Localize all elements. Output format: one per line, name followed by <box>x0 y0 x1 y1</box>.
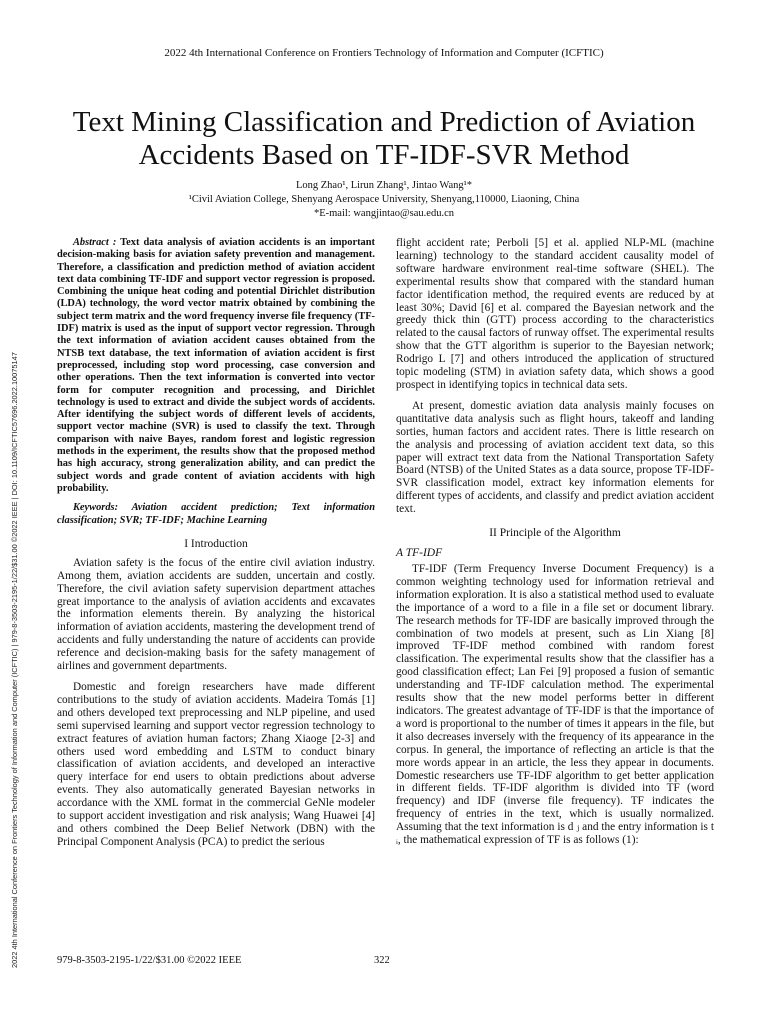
paper-title: Text Mining Classification and Prediction of Aviation Accidents Based on TF-IDF-SVR Method <box>72 106 696 171</box>
subsection-heading-tfidf: A TF-IDF <box>396 547 443 560</box>
author-list: Long Zhao¹, Lirun Zhang¹, Jintao Wang¹* <box>295 180 473 191</box>
right-column <box>396 237 714 855</box>
section-heading-principle: II Principle of the Algorithm <box>489 527 621 540</box>
intro-paragraph-continued: flight accident rate; Perboli [5] et al. applied NLP-ML (machine learning) technology to the standard accident causality model of software hardware environment real-time software (SHEL). The experimental results show that compared with the standard human factor identification method, the required events are reduced by at least 30%; David [6] et al. compared the Bayesian network and the greedy thick thin (GTT) process according to the characteristics related to the causal factors of runway offset. The experimental results show that the GTT algorithm is superior to the Bayesian network; Rodrigo L [7] and others introduced the application of structured topic modeling (STM) in aviation safety data, which shows a good prospect in identifying topics in technical data sets. <box>396 237 714 391</box>
side-identifier-strip: 2022 4th International Conference on Frontiers Technology of Information and Computer (ICFTIC) | 979-8-3503-2195-1/22/$31.00 ©2022 IEEE | DOI: 10.1109/ICFTIC57696.2022.10075147 <box>10 352 19 968</box>
page-number: 322 <box>374 955 390 966</box>
intro-paragraph-3: At present, domestic aviation data analysis mainly focuses on quantitative data analysis such as flight hours, takeoff and landing sorties, human factors and accident rates. There is little research on the analysis and processing of aviation accident text data, so this paper will extract text data from the National Transportation Safety Board (NTSB) of the United States as a data source, propose TF-IDF-SVR classification model, extract key information elements for different types of accidents, and classify and predict aviation accident text. <box>396 399 714 516</box>
author-affiliation: ¹Civil Aviation College, Shenyang Aerospace University, Shenyang,110000, Liaoning, China <box>188 194 580 205</box>
keywords: Keywords: Aviation accident prediction; Text information classification; SVR; TF-IDF; Machine Learning <box>57 502 375 526</box>
section-heading-introduction: I Introduction <box>184 537 248 550</box>
tfidf-paragraph: TF-IDF (Term Frequency Inverse Document Frequency) is a common weighting technology used for information retrieval and information exploration. It is also a statistical method used to evaluate the importance of a word to a file in a file set or document library. The research methods for TF-IDF are basically improved through the combination of two models at present, such as Lin Xiang [8] improved TF-IDF method combined with random forest classification. The experimental results show that the classifier has a good classification effect; Lan Fei [9] proposed a fusion of semantic understanding and TF-IDF calculation method. The experimental results show that the new model performs better in different indicators. The greatest advantage of TF-IDF is that the importance of a word is proportional to the number of times it appears in the file, but it also decreases inversely with the frequency of its appearance in the corpus. In general, the importance of reflecting an article is that the more words appear in an article, the less they appear in documents. Domestic researchers use TF-IDF algorithm to get better application in different fields. TF-IDF algorithm is divided into TF (word frequency) and IDF (inverse file frequency). TF indicates the frequency of entries in the text, which is usually normalized. Assuming that the text information is d ⱼ and the entry information is t ᵢ, the mathematical expression of TF is as follows (1): <box>396 563 714 847</box>
corresponding-email: *E-mail: wangjintao@sau.edu.cn <box>313 208 454 219</box>
abstract-lead: Abstract : <box>73 237 117 248</box>
conference-header: 2022 4th International Conference on Frontiers Technology of Information and Computer (ICFTIC) <box>164 47 604 59</box>
footer-copyright: 979-8-3503-2195-1/22/$31.00 ©2022 IEEE <box>57 955 242 966</box>
intro-paragraph-1: Aviation safety is the focus of the entire civil aviation industry. Among them, aviation accidents are sudden, uncertain and costly. Therefore, the civil aviation safety supervision department attaches great importance to the analysis of aviation accidents and excavates the information elements therein. By analyzing the historical information of aviation accidents, mastering the development trend of accidents and fully understanding the nature of accidents can provide reference and decision-making basis for the safety management of airlines and government departments. <box>57 556 375 673</box>
abstract <box>57 237 375 495</box>
intro-paragraph-2: Domestic and foreign researchers have made different contributions to the study of aviation accidents. Madeira Tomás [1] and others developed text preprocessing and NLP pipeline, and used semi supervised learning and support vector regression technology to extract features of aviation human factors; Zhang Xiaoge [2-3] and others used word embedding and LSTM to conduct binary classification of aviation accidents, and developed an interactive query interface for end users to obtain predictions about adverse events. They also automatically generated Bayesian networks in accordance with the XML format in the commercial GeNle modeler to support accident investigation and risk analysis; Wang Huawei [4] and others combined the Deep Belief Network (DBN) with the Principal Component Analysis (PCA) to predict the serious <box>57 680 375 848</box>
left-column <box>57 237 375 857</box>
abstract-text: Text data analysis of aviation accidents is an important decision-making basis for aviation safety prevention and management. Therefore, a classification and prediction method of aviation accident text data combining TF-IDF and support vector regression is proposed. Combining the unique heat coding and potential Dirichlet distribution (LDA) technology, the word vector matrix obtained by combining the subject term matrix and the word frequency inverse file frequency (TF-IDF) matrix is used as the input of support vector regression. Through the text information of aviation accident causes obtained from the NTSB text database, the text information of aviation accident is first preprocessed, including stop word processing, case conversion and other operations. Then the text information is converted into vector form for computer recognition and processing, and Dirichlet technology is used to extract and divide the subject words of accidents. After identifying the subject words of different levels of accidents, support vector machine (SVR) is used to classify the text. Through comparison with naive Bayes, random forest and logistic regression methods in the experiment, the results show that the proposed method has high accuracy, strong generalization ability, and can predict the subject words and grade content of aviation accidents with high probability. <box>57 237 375 494</box>
